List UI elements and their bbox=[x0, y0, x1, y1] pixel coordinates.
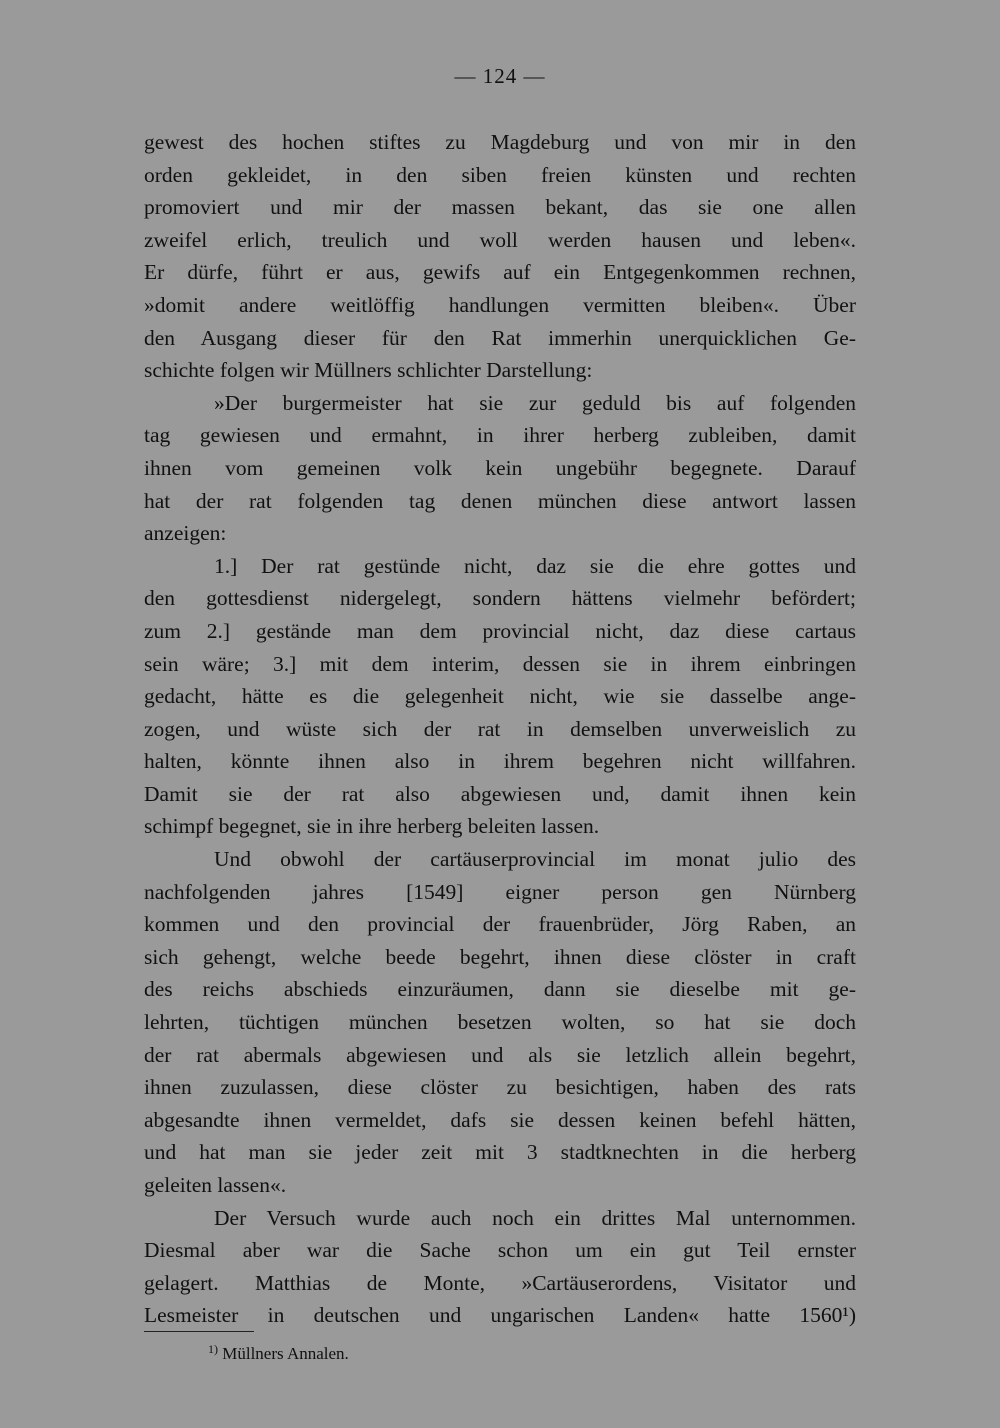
page-header bbox=[0, 64, 1000, 89]
text-line: und hat man sie jeder zeit mit 3 stadtknechten in die herberg bbox=[144, 1140, 856, 1165]
text-line: schimpf begegnet, sie in ihre herberg beleiten lassen. bbox=[144, 814, 600, 839]
text-line: promoviert und mir der massen bekant, das sie one allen bbox=[144, 195, 856, 220]
text-line: orden gekleidet, in den siben freien künsten und rechten bbox=[144, 162, 856, 187]
text-line: des reichs abschieds einzuräumen, dann sie dieselbe mit ge- bbox=[144, 977, 856, 1002]
text-line: ihnen zuzulassen, diese clöster zu besichtigen, haben des rats bbox=[144, 1075, 856, 1100]
text-line: zweifel erlich, treulich und woll werden hausen und leben«. bbox=[144, 227, 856, 252]
text-line: »Der burgermeister hat sie zur geduld bis auf folgenden bbox=[214, 390, 856, 415]
text-line: Lesmeister in deutschen und ungarischen Landen« hatte 1560¹) bbox=[144, 1303, 856, 1328]
text-line: »domit andere weitlöffig handlungen vermitten bleiben«. Über bbox=[144, 292, 856, 317]
text-line: den Ausgang dieser für den Rat immerhin unerquicklichen Ge- bbox=[144, 325, 856, 350]
text-line: zogen, und wüste sich der rat in demselben unverweislich zu bbox=[144, 716, 856, 741]
text-line: anzeigen: bbox=[144, 521, 227, 546]
text-line: halten, könnte ihnen also in ihrem begehren nicht willfahren. bbox=[144, 749, 856, 774]
text-line: gewest des hochen stiftes zu Magdeburg und von mir in den bbox=[144, 130, 856, 154]
text-line: Er dürfe, führt er aus, gewifs auf ein Entgegenkommen rechnen, bbox=[144, 260, 856, 285]
text-line: Der Versuch wurde auch noch ein drittes Mal unternommen. bbox=[214, 1205, 856, 1230]
footnote-divider bbox=[144, 1331, 254, 1332]
text-line: zum 2.] gestände man dem provincial nicht, daz diese cartaus bbox=[144, 618, 856, 643]
text-line: gelagert. Matthias de Monte, »Cartäuserordens, Visitator und bbox=[144, 1270, 856, 1295]
footnote-marker: 1) bbox=[208, 1342, 218, 1356]
text-line: kommen und den provincial der frauenbrüder, Jörg Raben, an bbox=[144, 912, 856, 937]
footnote-text: Müllners Annalen. bbox=[222, 1344, 349, 1363]
text-line: sein wäre; 3.] mit dem interim, dessen sie in ihrem einbringen bbox=[144, 651, 856, 676]
text-line: sich gehengt, welche beede begehrt, ihnen diese clöster in craft bbox=[144, 944, 856, 969]
text-line: schichte folgen wir Müllners schlichter Darstellung: bbox=[144, 358, 593, 383]
text-line: lehrten, tüchtigen münchen besetzen wolten, so hat sie doch bbox=[144, 1010, 856, 1035]
text-line: hat der rat folgenden tag denen münchen diese antwort lassen bbox=[144, 488, 856, 513]
footnote bbox=[208, 1338, 349, 1365]
text-line: der rat abermals abgewiesen und als sie letzlich allein begehrt, bbox=[144, 1042, 856, 1067]
text-line: geleiten lassen«. bbox=[144, 1173, 287, 1197]
body-text bbox=[144, 126, 856, 1332]
text-line: 1.] Der rat gestünde nicht, daz sie die ehre gottes und bbox=[214, 553, 856, 578]
text-line: den gottesdienst nidergelegt, sondern hättens vielmehr befördert; bbox=[144, 586, 856, 611]
text-line: gedacht, hätte es die gelegenheit nicht, wie sie dasselbe ange- bbox=[144, 684, 856, 709]
text-line: tag gewiesen und ermahnt, in ihrer herberg zubleiben, damit bbox=[144, 423, 856, 448]
text-line: Diesmal aber war die Sache schon um ein gut Teil ernster bbox=[144, 1238, 856, 1263]
text-line: abgesandte ihnen vermeldet, dafs sie dessen keinen befehl hätten, bbox=[144, 1107, 856, 1132]
page-number: — 124 — bbox=[454, 64, 546, 88]
text-line: Und obwohl der cartäuserprovincial im monat julio des bbox=[214, 847, 856, 872]
text-line: ihnen vom gemeinen volk kein ungebühr begegnete. Darauf bbox=[144, 455, 856, 480]
text-line: nachfolgenden jahres [1549] eigner person gen Nürnberg bbox=[144, 879, 856, 904]
text-line: Damit sie der rat also abgewiesen und, damit ihnen kein bbox=[144, 781, 856, 806]
